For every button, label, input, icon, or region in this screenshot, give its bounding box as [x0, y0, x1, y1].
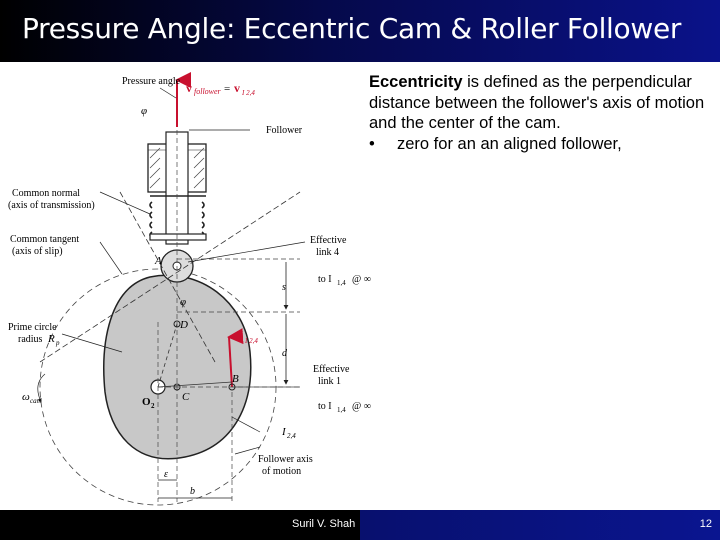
term-eccentricity: Eccentricity	[369, 73, 463, 91]
label-v-i24-top: v	[234, 81, 240, 95]
svg-text:1,4: 1,4	[337, 406, 346, 414]
label-omega-cam: ω	[22, 391, 30, 403]
svg-text:2: 2	[151, 402, 155, 410]
eccentricity-definition	[369, 72, 709, 154]
label-point-b: B	[232, 373, 239, 385]
svg-text:radius: radius	[18, 334, 43, 345]
svg-text:cam: cam	[30, 397, 42, 405]
label-prime-circle: Prime circle	[8, 322, 57, 333]
label-dim-b: b	[190, 486, 195, 497]
bullet-item	[369, 134, 709, 155]
label-to-i14-top: to I	[318, 274, 332, 285]
footer-right-bar	[360, 510, 720, 540]
label-point-a: A	[155, 255, 162, 267]
svg-text:(axis of transmission): (axis of transmission)	[8, 200, 95, 211]
svg-text:R: R	[48, 333, 55, 345]
label-dim-d: d	[282, 348, 287, 359]
svg-text:(axis of slip): (axis of slip)	[12, 246, 63, 257]
footer-author: Suril V. Shah	[292, 518, 356, 530]
label-v-follower: v	[186, 81, 192, 95]
label-effective-link-1: Effective	[313, 364, 350, 375]
svg-text:I 2,4: I 2,4	[242, 89, 255, 97]
svg-text:I 2,4: I 2,4	[245, 337, 258, 345]
label-effective-link-4: Effective	[310, 235, 347, 246]
cam-follower-figure	[0, 62, 380, 510]
bullet-mark: •	[369, 134, 375, 153]
label-to-i14-bottom: to I	[318, 401, 332, 412]
svg-text:follower: follower	[194, 87, 221, 96]
slide-title: Pressure Angle: Eccentric Cam & Roller Follower	[22, 12, 682, 45]
label-dim-s: s	[282, 282, 286, 293]
svg-text:p: p	[56, 339, 60, 347]
bullet-text: zero for an an aligned follower,	[397, 134, 622, 153]
label-follower: Follower	[266, 125, 303, 136]
svg-text:of motion: of motion	[262, 466, 302, 477]
label-phi-top: φ	[141, 105, 148, 117]
svg-text:2,4: 2,4	[287, 432, 296, 440]
label-i24: I	[282, 426, 286, 438]
definition-paragraph	[369, 72, 709, 134]
cam-follower-diagram	[0, 62, 380, 510]
label-common-tangent: Common tangent	[10, 234, 80, 245]
definition-text: is defined as the perpendicular distance between the follower's axis of motion and the center of the cam.	[369, 73, 705, 132]
svg-text:link 4: link 4	[316, 247, 340, 258]
label-dim-epsilon: ε	[164, 469, 168, 480]
label-point-o2: O	[142, 396, 151, 408]
svg-text:link 1: link 1	[318, 376, 342, 387]
label-pressure-angle: Pressure angle	[122, 76, 181, 87]
label-point-d: D	[180, 319, 188, 331]
svg-text:1,4: 1,4	[337, 279, 346, 287]
label-phi-mid: φ	[180, 296, 187, 308]
svg-text:=: =	[224, 83, 231, 95]
label-common-normal: Common normal	[12, 188, 81, 199]
page-number: 12	[699, 518, 712, 530]
label-v-i24-mid: v	[237, 326, 243, 340]
label-point-c: C	[182, 391, 190, 403]
svg-text:@ ∞: @ ∞	[352, 274, 371, 285]
label-follower-axis: Follower axis	[258, 454, 313, 465]
svg-text:@ ∞: @ ∞	[352, 401, 371, 412]
